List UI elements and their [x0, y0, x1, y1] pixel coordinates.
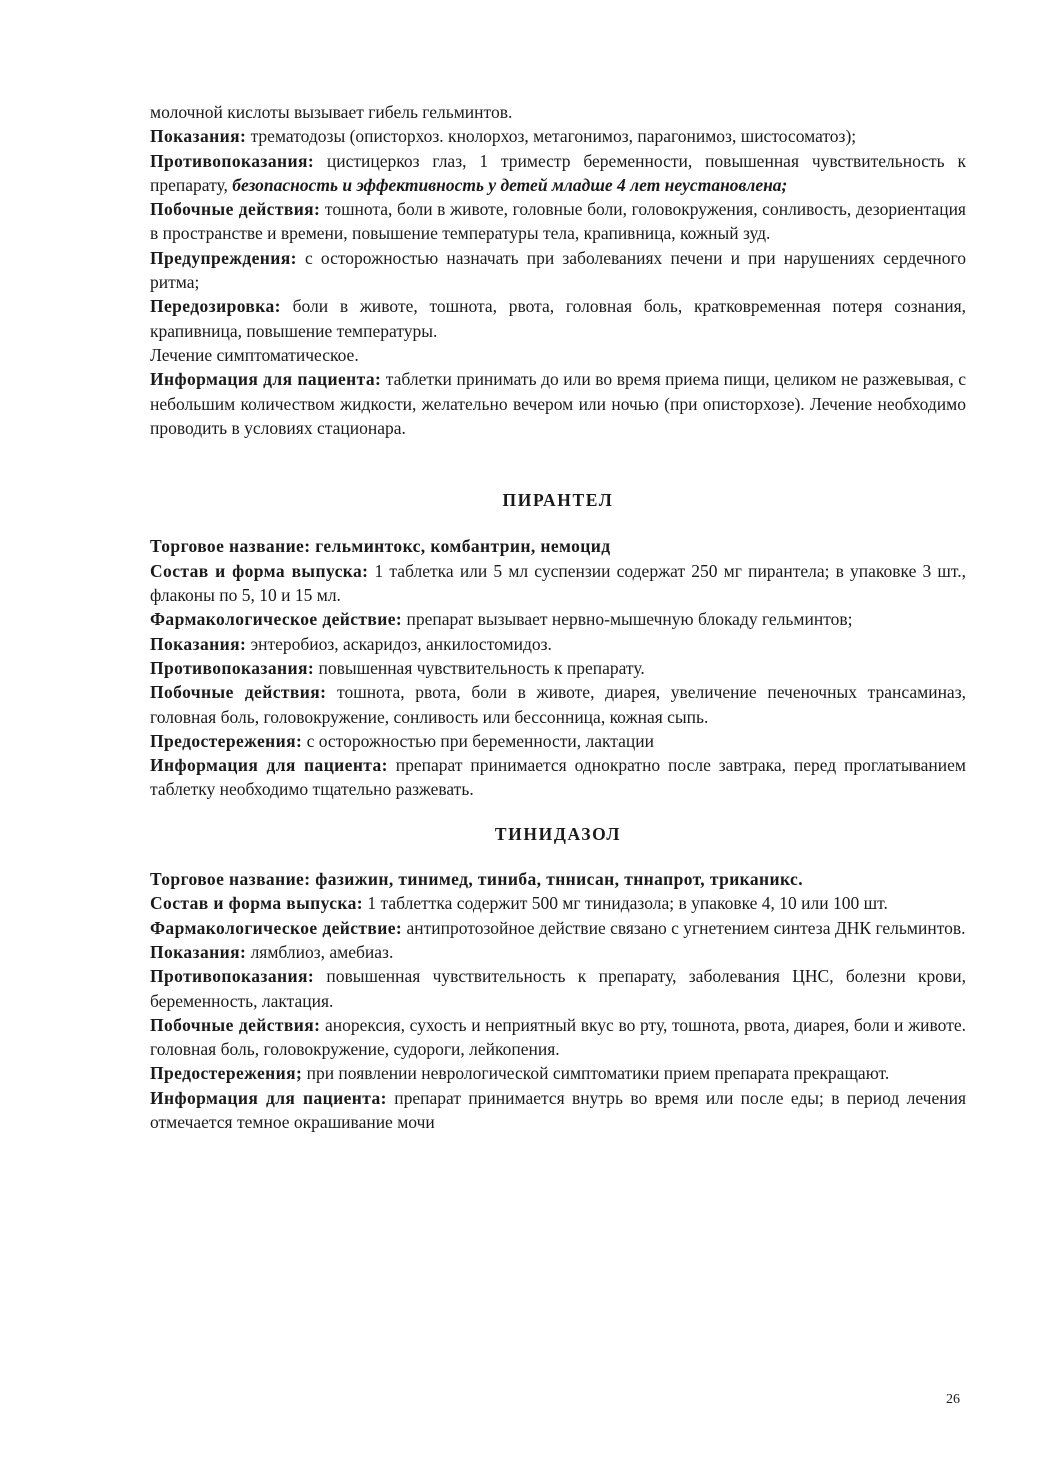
tinidazole-pharm-label: Фармакологическое действие: [150, 917, 403, 938]
praz-contra-emphasis: безопасность и эффективность у детей младше 4 лет неустановлена; [232, 174, 788, 195]
tinidazole-composition [150, 891, 966, 915]
pyrantel-composition-text: 1 таблетка или 5 мл суспензии содержат 250 мг пирантела; в упаковке 3 шт., флаконы по 5, 10 и 15 мл. [150, 560, 966, 606]
tinidazole-side-label: Побочные действия: [150, 1014, 321, 1035]
pyrantel-contra-text: повышенная чувствительность к препарату. [314, 657, 645, 678]
praz-side-label: Побочные действия: [150, 199, 321, 220]
pyrantel-trade-name: Торговое название: гельминтокс, комбантрин, немоцид [150, 536, 611, 557]
praz-warn-text: с осторожностью назначать при заболеваниях печени и при нарушениях сердечного ритма; [150, 247, 966, 293]
praz-contra-label: Противопоказания: [150, 150, 315, 171]
pyrantel-indications-label: Показания: [150, 633, 247, 654]
tinidazole-heading: ТИНИДАЗОЛ [494, 823, 622, 844]
tinidazole-precautions [150, 1061, 966, 1085]
tinidazole-indications [150, 940, 966, 964]
tinidazole-patient-text: препарат принимается внутрь во время или после еды; в период лечения отмечается темное окрашивание мочи [150, 1087, 967, 1132]
tinidazole-side-text: анорексия, сухость и неприятный вкус во рту, тошнота, рвота, диарея, боли и животе. головная боль, головокружение, судороги, лейкопения. [150, 1014, 966, 1060]
page-number: 26 [946, 1392, 960, 1407]
pyrantel-side-effects [150, 680, 966, 729]
tinidazole-pharm-text: антипротозойное действие связано с угнетением синтеза ДНК гельминтов. [402, 917, 966, 938]
tinidazole-trade-name: Торговое название: фазижин, тинимед, тиниба, тннисан, тннапрот, триканикс. [150, 869, 804, 890]
document-page [150, 100, 966, 1134]
praz-treatment: Лечение симптоматическое. [150, 344, 359, 365]
tinidazole-pharmacology [150, 916, 966, 940]
pyrantel-precautions-text: с осторожностью при беременности, лактации [302, 730, 654, 751]
praz-intro: молочной кислоты вызывает гибель гельминтов. [150, 102, 513, 122]
pyrantel-composition [150, 559, 966, 608]
praz-side-effects [150, 197, 966, 246]
tinidazole-composition-label: Состав и форма выпуска: [150, 893, 364, 914]
praz-warnings [150, 246, 966, 295]
praz-overdose-text: боли в животе, тошнота, рвота, головная боль, кратковременная потеря сознания, крапивница, повышение температуры. [150, 296, 966, 341]
pyrantel-composition-label: Состав и форма выпуска: [150, 560, 369, 581]
pyrantel-side-label: Побочные действия: [150, 682, 327, 703]
tinidazole-precautions-label: Предостережения; [150, 1063, 303, 1084]
tinidazole-patient-info [150, 1086, 966, 1135]
tinidazole-precautions-text: при появлении неврологической симптоматики прием препарата прекращают. [302, 1063, 890, 1084]
praz-indications-label: Показания: [150, 126, 247, 147]
tinidazole-indications-label: Показания: [150, 941, 247, 962]
tinidazole-patient-label: Информация для пациента: [150, 1087, 387, 1108]
praz-contra-text: цистицеркоз глаз, 1 триместр беременности, повышенная чувствительность к препарату, [150, 150, 966, 195]
tinidazole-side-effects [150, 1013, 966, 1062]
tinidazole-contra-label: Противопоказания: [150, 966, 315, 987]
pyrantel-indications-text: энтеробиоз, аскаридоз, анкилостомидоз. [246, 633, 552, 654]
pyrantel-contra-label: Противопоказания: [150, 657, 315, 678]
tinidazole-contra-text: повышенная чувствительность к препарату, заболевания ЦНС, болезни крови, беременность, лактация. [150, 966, 966, 1011]
praz-patient-text: таблетки принимать до или во время приема пищи, целиком не разжевывая, с небольшим количеством жидкости, желательно вечером или ночью (при описторхозе). Лечение необходимо проводить в условиях стационара. [150, 369, 966, 438]
praz-contraindications [150, 149, 966, 198]
praz-indications-text: трематодозы (описторхоз. кнолорхоз, метагонимоз, парагонимоз, шистосоматоз); [246, 126, 857, 147]
tinidazole-contraindications [150, 964, 966, 1013]
pyrantel-patient-info [150, 753, 966, 802]
tinidazole-indications-text: лямблиоз, амебиаз. [246, 941, 394, 962]
pyrantel-patient-text: препарат принимается однократно после завтрака, перед проглатыванием таблетку необходимо тщательно разжевать. [150, 755, 966, 800]
pyrantel-indications [150, 632, 966, 656]
pyrantel-pharmacology [150, 607, 966, 631]
praz-overdose [150, 294, 966, 343]
pyrantel-side-text: тошнота, рвота, боли в животе, диарея, увеличение печеночных трансаминаз, головная боль, головокружение, сонливость или бессонница, кожная сыпь. [150, 682, 966, 727]
pyrantel-heading: ПИРАНТЕЛ [502, 490, 614, 511]
praz-warn-label: Предупреждения: [150, 247, 297, 268]
pyrantel-contraindications [150, 656, 966, 680]
pyrantel-pharm-text: препарат вызывает нервно-мышечную блокаду гельминтов; [402, 609, 853, 630]
praz-indications [150, 124, 966, 148]
tinidazole-composition-text: 1 таблеттка содержит 500 мг тинидазола; в упаковке 4, 10 или 100 шт. [363, 893, 888, 914]
pyrantel-precautions [150, 729, 966, 753]
praz-overdose-label: Передозировка: [150, 296, 281, 317]
pyrantel-pharm-label: Фармакологическое действие: [150, 609, 403, 630]
praz-patient-info [150, 367, 966, 440]
praz-patient-label: Информация для пациента: [150, 369, 382, 390]
pyrantel-precautions-label: Предостережения: [150, 730, 303, 751]
praz-side-text: тошнота, боли в животе, головные боли, головокружения, сонливость, дезориентация в пространстве и времени, повышение температуры тела, крапивница, кожный зуд. [150, 199, 966, 244]
pyrantel-patient-label: Информация для пациента: [150, 755, 388, 776]
